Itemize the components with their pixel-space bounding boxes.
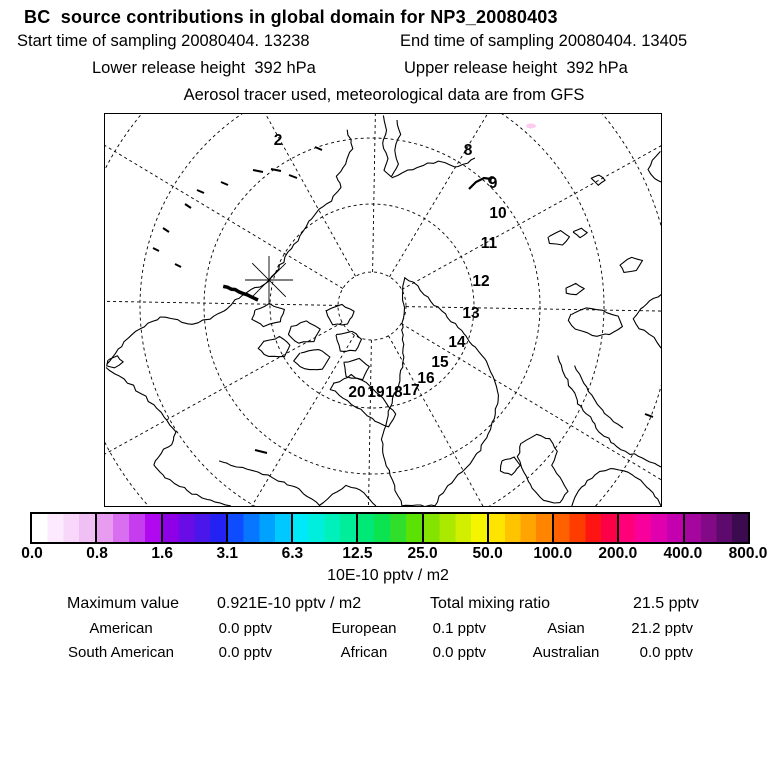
colorbar-tick-label: 1.6 <box>151 545 173 562</box>
map-panel <box>104 113 662 507</box>
island-outline <box>566 283 584 294</box>
coast-fragment <box>255 450 267 453</box>
coast-fragment <box>253 170 263 172</box>
coastline <box>219 461 320 506</box>
coastline <box>383 116 401 177</box>
source-value: 0.0 pptv <box>218 620 272 637</box>
source-row <box>0 644 768 663</box>
source-value: 0.1 pptv <box>432 620 486 637</box>
island-outline <box>517 434 568 503</box>
colorbar-unit-label: 10E-10 pptv / m2 <box>327 567 449 584</box>
colorbar-segment <box>552 514 617 542</box>
trajectory-day-label: 8 <box>463 142 473 160</box>
colorbar-segment <box>683 514 748 542</box>
coast-fragment <box>163 228 169 232</box>
meridian-line <box>364 340 371 506</box>
lower-release-height-text: Lower release height 392 hPa <box>92 59 316 77</box>
coast-fragment <box>289 175 297 178</box>
colorbar <box>30 512 750 544</box>
max-value: 0.921E-10 pptv / m2 <box>217 595 362 612</box>
colorbar-tick-label: 400.0 <box>663 545 703 562</box>
island-outline <box>573 228 587 238</box>
colorbar-tick-label: 200.0 <box>598 545 638 562</box>
trajectory-day-label: 9 <box>488 175 498 193</box>
meridian-line <box>105 298 338 305</box>
coastline <box>319 485 376 506</box>
coast-fragment <box>315 147 322 150</box>
trajectory-day-label: 18 <box>385 384 403 402</box>
latitude-circle <box>338 272 406 340</box>
meridian-line <box>151 335 355 506</box>
island-outline <box>620 257 643 272</box>
colorbar-tick-label: 50.0 <box>472 545 503 562</box>
coastline <box>392 158 475 178</box>
tracer-line <box>0 86 768 106</box>
max-value-label: Maximum value <box>67 595 180 612</box>
upper-release-height-text: Upper release height 392 hPa <box>404 59 628 77</box>
sampling-time-line <box>0 32 768 52</box>
colorbar-tick-label: 100.0 <box>533 545 573 562</box>
meridian-line <box>401 324 661 506</box>
coastline <box>633 295 661 348</box>
concentration-smudge <box>526 124 536 129</box>
colorbar-tick-label: 3.1 <box>216 545 239 562</box>
release-height-line <box>0 59 768 79</box>
source-name: African <box>340 644 388 661</box>
trajectory-day-label: 19 <box>367 384 385 402</box>
colorbar-tick-label: 800.0 <box>728 545 768 562</box>
coast-fragment <box>197 190 204 193</box>
source-name: Asian <box>547 620 585 637</box>
island-outline <box>568 308 622 336</box>
meridian-line <box>164 114 356 276</box>
island-outline <box>288 321 320 343</box>
island-outline <box>294 350 330 370</box>
island-outline <box>344 358 370 379</box>
end-time-text: End time of sampling 20080404. 13405 <box>400 32 688 50</box>
colorbar-ticks <box>0 545 768 563</box>
trajectory-day-label: 20 <box>348 384 366 402</box>
coast-fragment <box>185 204 191 208</box>
trajectory-hook <box>469 178 491 189</box>
coastline <box>572 469 661 506</box>
source-name: Australian <box>532 644 600 661</box>
coast-fragment <box>175 264 181 267</box>
coastline <box>107 130 353 364</box>
colorbar-segment <box>356 514 421 542</box>
island-outline <box>252 303 285 326</box>
source-value: 21.2 pptv <box>631 620 693 637</box>
colorbar-segment <box>226 514 291 542</box>
coastline <box>575 366 623 428</box>
summary-stats-line <box>0 595 768 615</box>
trajectory-day-label: 10 <box>489 205 507 223</box>
trajectory-day-label: 2 <box>273 132 283 150</box>
source-value: 0.0 pptv <box>432 644 486 661</box>
colorbar-segment <box>422 514 487 542</box>
island-outline <box>336 331 362 351</box>
source-name: American <box>89 620 153 637</box>
colorbar-segment <box>487 514 552 542</box>
coastline <box>648 151 661 182</box>
island-outline <box>258 336 290 356</box>
colorbar-tick-label: 0.8 <box>86 545 108 562</box>
colorbar-tick-label: 12.5 <box>342 545 373 562</box>
figure-title: BC source contributions in global domain for NP3_20080403 <box>24 7 558 27</box>
colorbar-tick-label: 25.0 <box>407 545 438 562</box>
meridian-line <box>390 114 594 277</box>
island-outline <box>548 231 570 245</box>
tracer-info-text: Aerosol tracer used, meteorological data are from GFS <box>183 86 585 104</box>
trajectory-day-label: 12 <box>472 273 490 291</box>
colorbar-segment <box>617 514 682 542</box>
source-row <box>0 620 768 639</box>
meridian-line <box>105 114 343 288</box>
colorbar-segment <box>32 514 95 542</box>
colorbar-tick-label: 0.0 <box>21 545 43 562</box>
coast-fragment <box>221 182 228 185</box>
start-time-text: Start time of sampling 20080404. 13238 <box>17 32 310 50</box>
colorbar-tick-label: 6.3 <box>281 545 304 562</box>
trajectory-day-label: 17 <box>402 382 420 400</box>
trajectory-day-label: 15 <box>431 354 449 372</box>
trajectory-day-label: 16 <box>417 370 435 388</box>
island-outline <box>500 457 520 475</box>
latitude-circle <box>140 114 604 506</box>
coastline <box>106 368 231 507</box>
trajectory-day-label: 14 <box>448 334 466 352</box>
colorbar-segment <box>161 514 226 542</box>
source-name: European <box>331 620 397 637</box>
trajectory-day-label: 11 <box>480 235 498 253</box>
colorbar-segment <box>95 514 160 542</box>
map-svg <box>105 114 661 506</box>
colorbar-segment <box>291 514 356 542</box>
meridian-line <box>388 336 580 506</box>
total-mixing-ratio-label: Total mixing ratio <box>430 595 551 612</box>
coastline <box>558 356 661 468</box>
trajectory-day-label: 13 <box>462 305 480 323</box>
total-mixing-ratio-value: 21.5 pptv <box>633 595 699 612</box>
source-value: 0.0 pptv <box>639 644 693 661</box>
coast-fragment <box>153 248 159 251</box>
island-outline <box>326 304 354 325</box>
source-name: South American <box>68 644 174 661</box>
source-value: 0.0 pptv <box>218 644 272 661</box>
